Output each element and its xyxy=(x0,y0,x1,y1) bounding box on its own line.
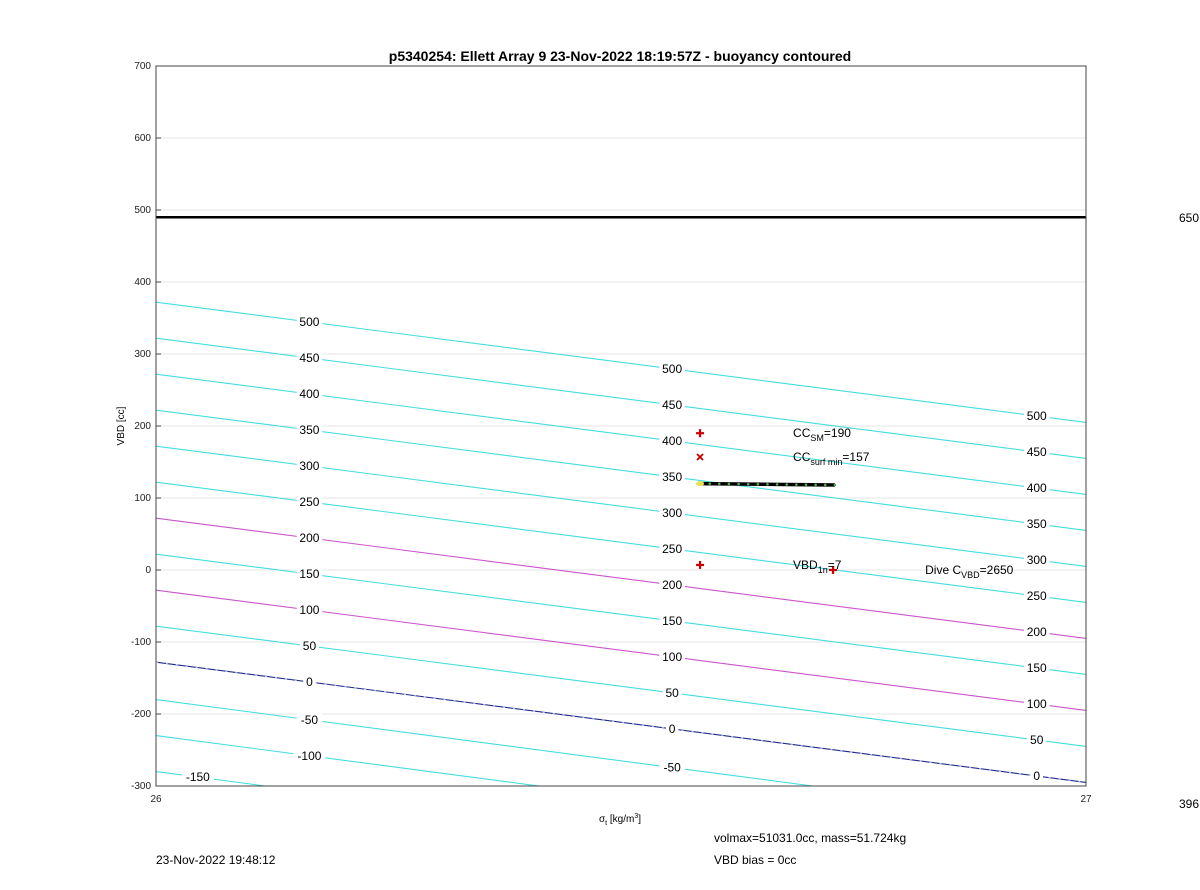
annotation-value: =157 xyxy=(842,449,870,464)
contour-label: 100 xyxy=(299,602,320,617)
contour-lines xyxy=(156,302,1086,786)
contour-label: 350 xyxy=(662,469,683,484)
contour-label: 0 xyxy=(1033,769,1041,784)
contour-label: 150 xyxy=(1026,661,1047,676)
contour-label: -150 xyxy=(185,770,210,785)
contour-line xyxy=(156,446,1086,566)
y-tick-label: -200 xyxy=(130,709,151,720)
contour-line xyxy=(156,518,1086,638)
y-tick-label: 500 xyxy=(134,205,151,216)
contour-label: 200 xyxy=(662,577,683,592)
dive-track-point xyxy=(785,483,788,486)
contour-label: 200 xyxy=(299,530,320,545)
contour-label: -50 xyxy=(300,712,319,727)
dive-track-start xyxy=(696,481,704,486)
contour-line xyxy=(156,338,1086,458)
x-axis-label-close: ] xyxy=(638,814,642,825)
footer-volmax: volmax=51031.0cc, mass=51.724kg xyxy=(714,831,907,845)
annotation xyxy=(925,563,1014,580)
annotation-subscript: SM xyxy=(810,433,824,444)
dive-track-point xyxy=(747,483,750,486)
contour-label: 200 xyxy=(1026,625,1047,640)
x-axis-label-superscript: 3 xyxy=(634,813,639,820)
dive-track-point xyxy=(824,484,827,487)
y-tick-label: 100 xyxy=(134,493,151,504)
contour-label: 400 xyxy=(662,433,683,448)
contour-label: 50 xyxy=(665,685,679,700)
y-tick-label: 600 xyxy=(134,133,151,144)
dive-track-point xyxy=(776,483,779,486)
contour-label: 100 xyxy=(1026,697,1047,712)
annotation-base: CC xyxy=(793,449,811,464)
contour-label: 250 xyxy=(299,494,320,509)
footer-timestamp: 23-Nov-2022 19:48:12 xyxy=(156,853,276,867)
dive-track-point xyxy=(834,484,837,487)
contour-label: 50 xyxy=(1030,733,1044,748)
contour-label: 50 xyxy=(302,638,317,653)
x-axis-label xyxy=(599,813,641,827)
annotation-base: CC xyxy=(793,426,811,441)
annotation-subscript: VBD xyxy=(961,570,980,580)
dive-track-point xyxy=(805,483,808,486)
dive-track-point xyxy=(708,482,711,485)
contour-label: 350 xyxy=(299,422,320,437)
y-tick-label: -100 xyxy=(130,637,151,648)
contour-label: 150 xyxy=(299,566,320,581)
contour-line xyxy=(156,302,1086,422)
contour-line xyxy=(156,590,1086,710)
annotation-value: =190 xyxy=(823,426,851,441)
contour-label: 300 xyxy=(662,505,683,520)
right-label-bottom: 396 xyxy=(1178,797,1199,811)
dive-track xyxy=(696,481,836,486)
grid xyxy=(156,66,1086,786)
contour-label: 450 xyxy=(1026,445,1047,460)
y-tick-label: 0 xyxy=(145,565,151,576)
chart-title: p5340254: Ellett Array 9 23-Nov-2022 18:19:57Z - buoyancy contoured xyxy=(388,48,852,64)
contour-label: -100 xyxy=(297,748,322,763)
dive-track-point xyxy=(728,483,731,486)
x-tick-label: 27 xyxy=(1080,794,1092,805)
x-axis-label-symbol: σ xyxy=(598,814,606,825)
y-tick-label: 700 xyxy=(134,61,151,72)
contour-label: 500 xyxy=(662,361,683,376)
contour-label: -50 xyxy=(663,760,681,775)
right-label-top: 650 xyxy=(1178,211,1199,225)
x-axis-label-unit: [kg/m xyxy=(607,814,635,825)
annotation-value: =2650 xyxy=(979,563,1014,577)
y-tick-label: -300 xyxy=(130,781,151,792)
annotation xyxy=(793,558,842,575)
y-tick-label: 200 xyxy=(134,421,151,432)
dive-track-point xyxy=(737,483,740,486)
annotation-base: Dive C xyxy=(925,563,962,577)
contour-label: 500 xyxy=(299,314,320,329)
annotation xyxy=(793,426,851,443)
annotation-base: VBD xyxy=(793,557,818,572)
dive-track-point xyxy=(757,483,760,486)
x-tick-label: 26 xyxy=(150,794,162,805)
dive-track-point xyxy=(814,484,817,487)
contour-label: 500 xyxy=(1026,409,1047,424)
contour-label: 400 xyxy=(1026,481,1047,496)
dive-track-point xyxy=(795,483,798,486)
contour-label: 250 xyxy=(1026,589,1047,604)
contour-line xyxy=(156,626,1086,746)
footer-vbd-bias: VBD bias = 0cc xyxy=(714,853,797,867)
y-tick-label: 300 xyxy=(134,349,151,360)
contour-label: 350 xyxy=(1026,517,1047,532)
annotation-subscript: surf min xyxy=(810,456,843,467)
contour-label: 300 xyxy=(1026,553,1047,568)
contour-line xyxy=(156,700,812,786)
x-axis-label-subscript: t xyxy=(605,820,608,827)
contour-label: 450 xyxy=(299,350,320,365)
contour-line xyxy=(156,374,1086,494)
contour-label: 100 xyxy=(662,649,683,664)
y-tick-label: 400 xyxy=(134,277,151,288)
dive-track-point xyxy=(718,483,721,486)
contour-line xyxy=(156,482,1086,602)
annotation-value: =7 xyxy=(827,557,842,572)
contour-label: 400 xyxy=(299,386,320,401)
markers xyxy=(696,429,837,574)
contour-label: 0 xyxy=(306,674,313,689)
contour-line xyxy=(156,410,1086,530)
y-axis-label: VBD [cc] xyxy=(116,406,127,446)
contour-label: 150 xyxy=(662,613,683,628)
contour-label: 0 xyxy=(668,721,676,736)
contour-label: 450 xyxy=(662,397,683,412)
annotation-subscript: 1n xyxy=(817,564,828,575)
annotations xyxy=(793,426,1014,580)
contour-label: 300 xyxy=(299,458,320,473)
contour-label: 250 xyxy=(662,541,683,556)
dive-track-point xyxy=(766,483,769,486)
